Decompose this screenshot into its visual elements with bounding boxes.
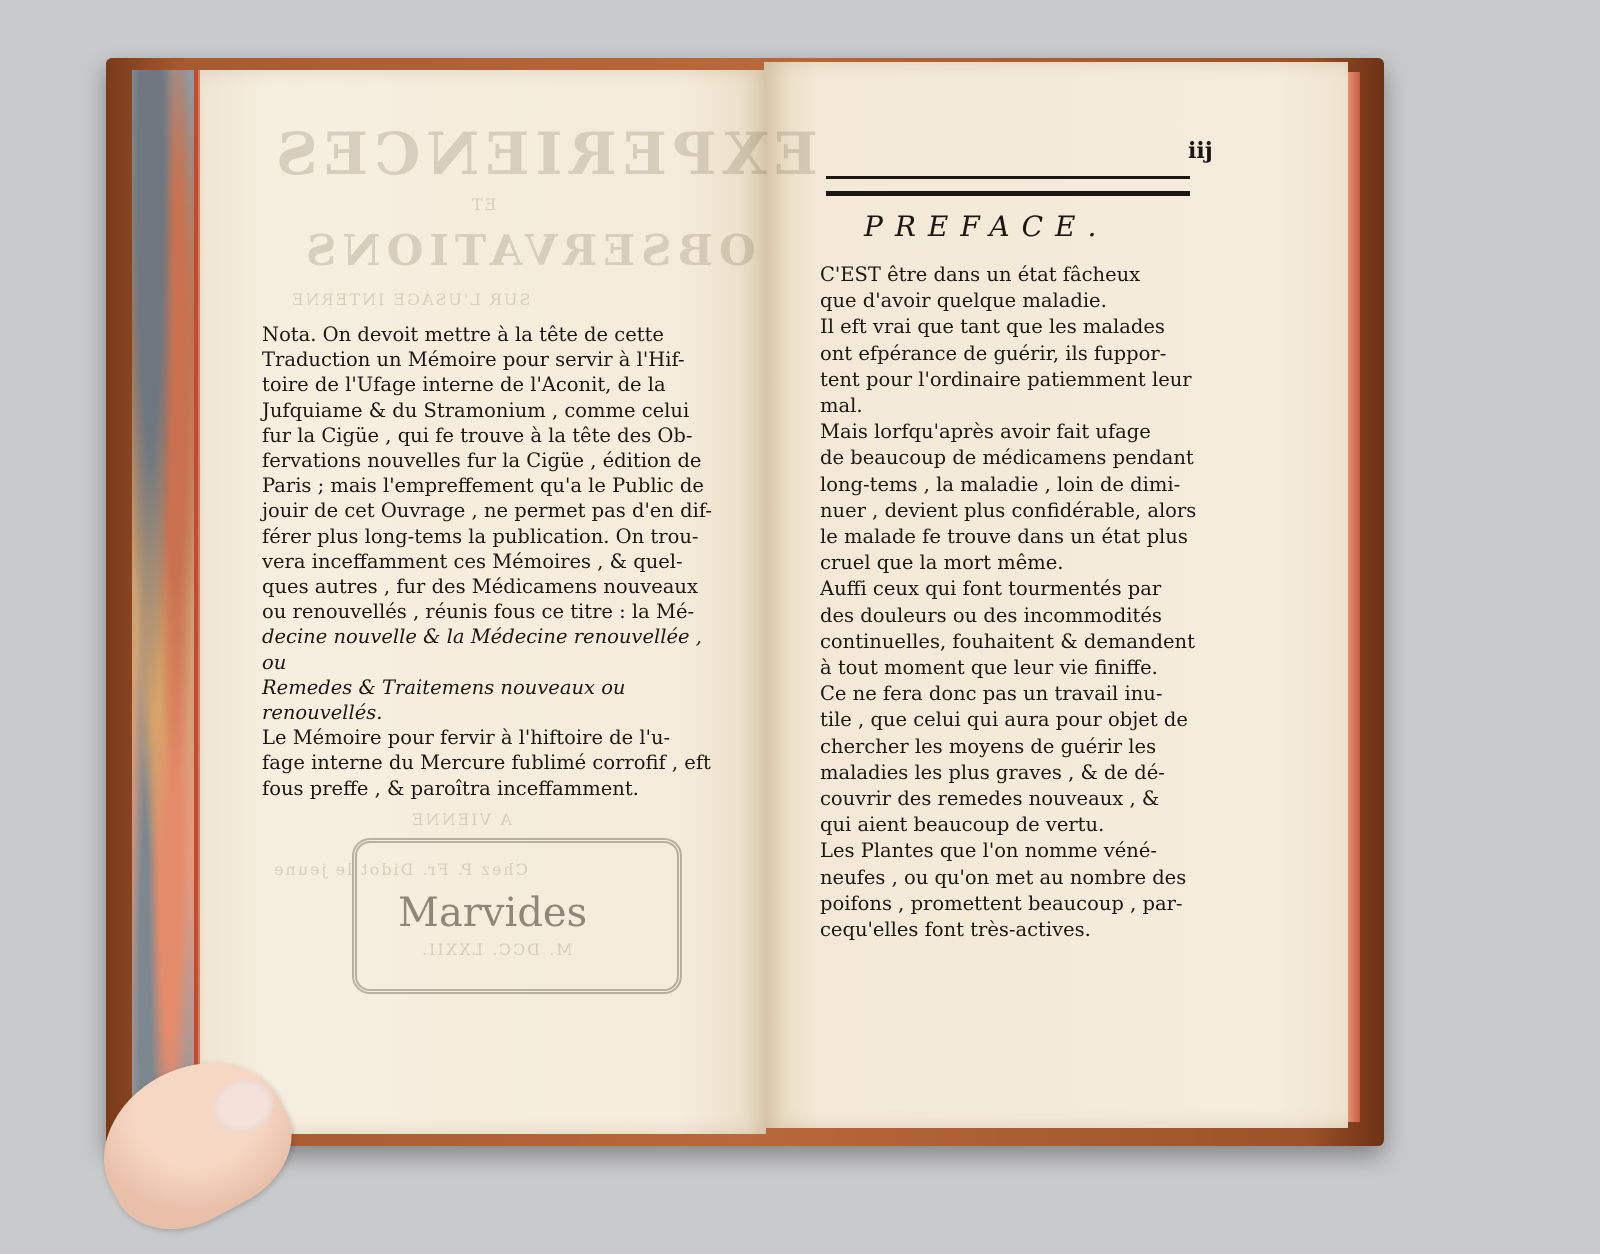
nota-line: fervations nouvelles fur la Cigüe , édition de <box>262 449 702 473</box>
preface-line: mal. <box>820 394 863 418</box>
preface-line: chercher les moyens de guérir les <box>820 734 1157 758</box>
nota-line: ou renouvellés , réunis fous ce titre : la Mé- <box>262 600 695 624</box>
preface-line: qui aient beaucoup de vertu. <box>820 813 1105 837</box>
preface-line: nuer , devient plus confidérable, alors <box>820 498 1197 522</box>
nota-line: Traduction un Mémoire pour servir à l'Hif- <box>262 348 685 372</box>
preface-line: cruel que la mort même. <box>820 551 1064 575</box>
nota-line: jouir de cet Ouvrage , ne permet pas d'en dif- <box>262 499 712 523</box>
preface-line: cequ'elles font très-actives. <box>820 918 1091 942</box>
preface-line: à tout moment que leur vie finiffe. <box>820 656 1158 680</box>
preface-line: long-tems , la maladie , loin de dimi- <box>820 472 1181 496</box>
nota-line: fur la Cigüe , qui fe trouve à la tête des Ob- <box>262 423 693 447</box>
preface-line: neufes , ou qu'on met au nombre des <box>820 865 1187 889</box>
show-through-title: EXPERIENCES <box>270 120 818 188</box>
preface-paragraph <box>820 262 1204 943</box>
preface-line: continuelles, fouhaitent & demandent <box>820 629 1195 653</box>
preface-line: ont efpérance de guérir, ils fuppor- <box>820 341 1167 365</box>
show-through-observations: OBSERVATIONS <box>300 226 756 275</box>
preface-line: de beaucoup de médicamens pendant <box>820 446 1194 470</box>
show-through-et: ET <box>470 195 497 214</box>
nota-line: Jufquiame & du Stramonium , comme celui <box>262 398 690 422</box>
nota-line: fage interne du Mercure fublimé corrofif , eft <box>262 751 711 775</box>
nota-line: vera inceffamment ces Mémoires , & quel- <box>262 549 683 573</box>
preface-line: tent pour l'ordinaire patiemment leur <box>820 367 1192 391</box>
preface-line: poifons , promettent beaucoup , par- <box>820 891 1183 915</box>
preface-line: couvrir des remedes nouveaux , & <box>820 787 1160 811</box>
header-rule <box>826 176 1190 196</box>
ownership-stamp-text: Marvides <box>398 890 588 936</box>
preface-line: Ce ne fera donc pas un travail inu- <box>820 682 1163 706</box>
preface-line: tile , que celui qui aura pour objet de <box>820 708 1188 732</box>
preface-title: PREFACE. <box>864 210 1109 243</box>
nota-line: férer plus long-tems la publication. On trou- <box>262 524 699 548</box>
marbled-endpaper <box>132 70 197 1138</box>
preface-line: C'EST être dans un état fâcheux <box>820 263 1141 286</box>
preface-line: Auffi ceux qui font tourmentés par <box>820 577 1162 601</box>
nota-line: ques autres , fur des Médicamens nouveaux <box>262 575 698 599</box>
nota-paragraph <box>262 322 726 801</box>
preface-line: maladies les plus graves , & de dé- <box>820 760 1165 784</box>
page-number: iij <box>1188 138 1213 164</box>
nota-line: decine nouvelle & la Médecine renouvellée , ou <box>262 625 702 674</box>
preface-line: Il eft vrai que tant que les malades <box>820 315 1165 339</box>
show-through-imprint: Chez P. Fr. Didot le jeune <box>272 860 528 879</box>
preface-line: Mais lorfqu'après avoir fait ufage <box>820 420 1151 444</box>
show-through-vienne: A VIENNE <box>410 810 512 829</box>
nota-line: fous preffe , & paroîtra inceffamment. <box>262 776 639 800</box>
nota-line: Paris ; mais l'empreffement qu'a le Public de <box>262 474 704 498</box>
preface-line: des douleurs ou des incommodités <box>820 603 1162 627</box>
preface-line: que d'avoir quelque maladie. <box>820 289 1107 313</box>
nota-line: Remedes & Traitemens nouveaux ou renouvellés. <box>262 675 626 725</box>
show-through-date: M. DCC. LXXII. <box>420 940 573 959</box>
preface-line: le malade fe trouve dans un état plus <box>820 525 1188 549</box>
nota-line: Nota. On devoit mettre à la tête de cette <box>262 323 664 346</box>
show-through-subtitle: SUR L'USAGE INTERNE <box>290 290 531 309</box>
preface-line: Les Plantes que l'on nomme véné- <box>820 839 1157 863</box>
nota-line: toire de l'Ufage interne de l'Aconit, de la <box>262 373 666 397</box>
nota-line: Le Mémoire pour fervir à l'hiftoire de l'u- <box>262 726 671 750</box>
page-edge <box>1346 72 1360 1122</box>
